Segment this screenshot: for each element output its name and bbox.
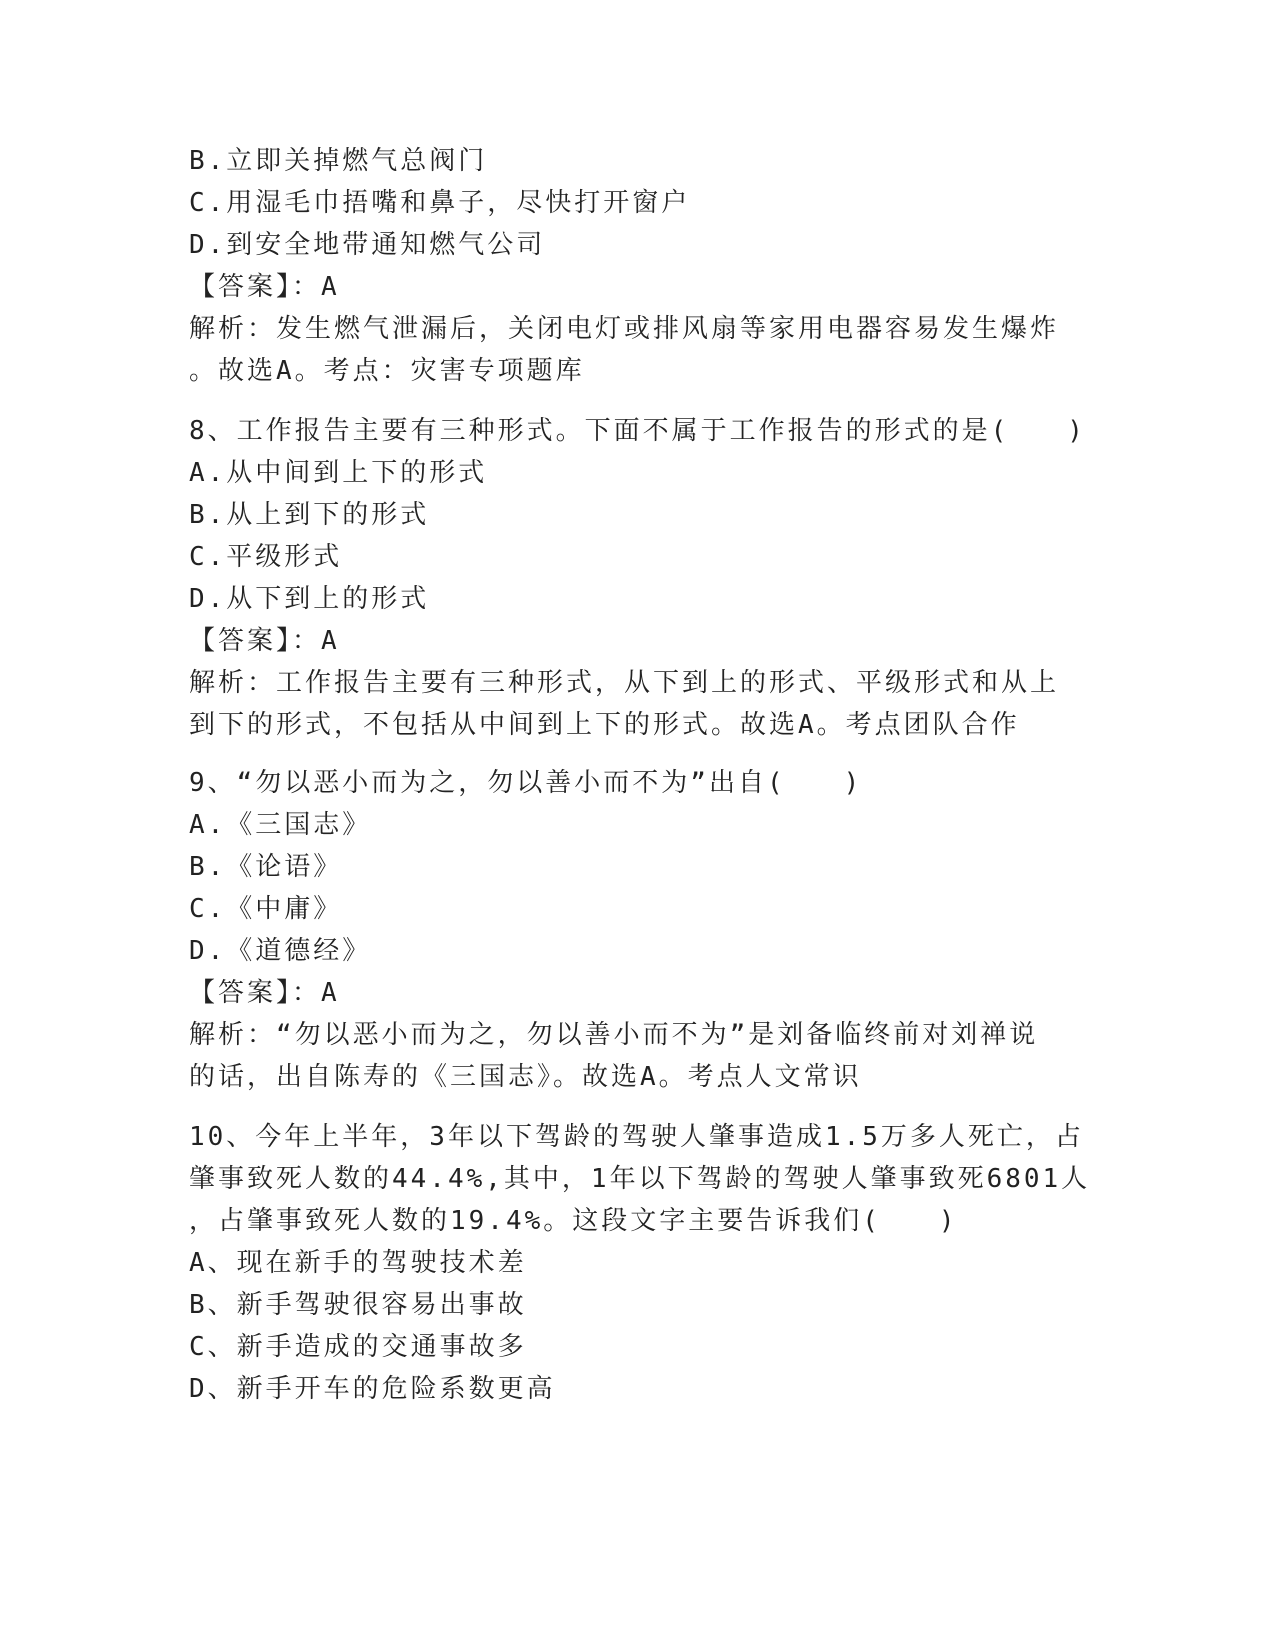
q10-option-b: B、新手驾驶很容易出事故 bbox=[189, 1290, 527, 1320]
q8-option-a: A.从中间到上下的形式 bbox=[189, 458, 488, 488]
q8-question: 8、工作报告主要有三种形式。下面不属于工作报告的形式的是( ) bbox=[189, 416, 1086, 446]
q8-analysis-line2: 到下的形式，不包括从中间到上下的形式。故选A。考点团队合作 bbox=[189, 710, 1020, 740]
q7-analysis-line2: 。故选A。考点：灾害专项题库 bbox=[189, 356, 585, 386]
q10-option-c: C、新手造成的交通事故多 bbox=[189, 1332, 527, 1362]
q9-analysis-line2: 的话，出自陈寿的《三国志》。故选A。考点人文常识 bbox=[189, 1062, 862, 1092]
q9-option-c: C.《中庸》 bbox=[189, 894, 343, 924]
q8-answer: 【答案】：A bbox=[189, 626, 340, 656]
q10-option-d: D、新手开车的危险系数更高 bbox=[189, 1374, 556, 1404]
q9-analysis-line1: 解析：“勿以恶小而为之，勿以善小而不为”是刘备临终前对刘禅说 bbox=[189, 1020, 1039, 1050]
q8-option-b: B.从上到下的形式 bbox=[189, 500, 430, 530]
q7-option-c: C.用湿毛巾捂嘴和鼻子，尽快打开窗户 bbox=[189, 188, 691, 218]
q9-question: 9、“勿以恶小而为之，勿以善小而不为”出自( ) bbox=[189, 768, 863, 798]
q9-answer: 【答案】：A bbox=[189, 978, 340, 1008]
q10-option-a: A、现在新手的驾驶技术差 bbox=[189, 1248, 527, 1278]
q9-option-b: B.《论语》 bbox=[189, 852, 343, 882]
q10-question-line3: ，占肇事致死人数的19.4%。这段文字主要告诉我们( ) bbox=[189, 1206, 958, 1236]
q7-option-b: B.立即关掉燃气总阀门 bbox=[189, 146, 488, 176]
q8-analysis-line1: 解析：工作报告主要有三种形式，从下到上的形式、平级形式和从上 bbox=[189, 668, 1060, 698]
q10-question-line2: 肇事致死人数的44.4%,其中，1年以下驾龄的驾驶人肇事致死6801人 bbox=[189, 1164, 1091, 1194]
q8-option-c: C.平级形式 bbox=[189, 542, 343, 572]
q8-option-d: D.从下到上的形式 bbox=[189, 584, 430, 614]
q10-question-line1: 10、今年上半年，3年以下驾龄的驾驶人肇事造成1.5万多人死亡，占 bbox=[189, 1122, 1084, 1152]
q7-answer: 【答案】：A bbox=[189, 272, 340, 302]
q7-analysis-line1: 解析：发生燃气泄漏后，关闭电灯或排风扇等家用电器容易发生爆炸 bbox=[189, 314, 1060, 344]
q9-option-d: D.《道德经》 bbox=[189, 936, 372, 966]
q7-option-d: D.到安全地带通知燃气公司 bbox=[189, 230, 546, 260]
q9-option-a: A.《三国志》 bbox=[189, 810, 372, 840]
